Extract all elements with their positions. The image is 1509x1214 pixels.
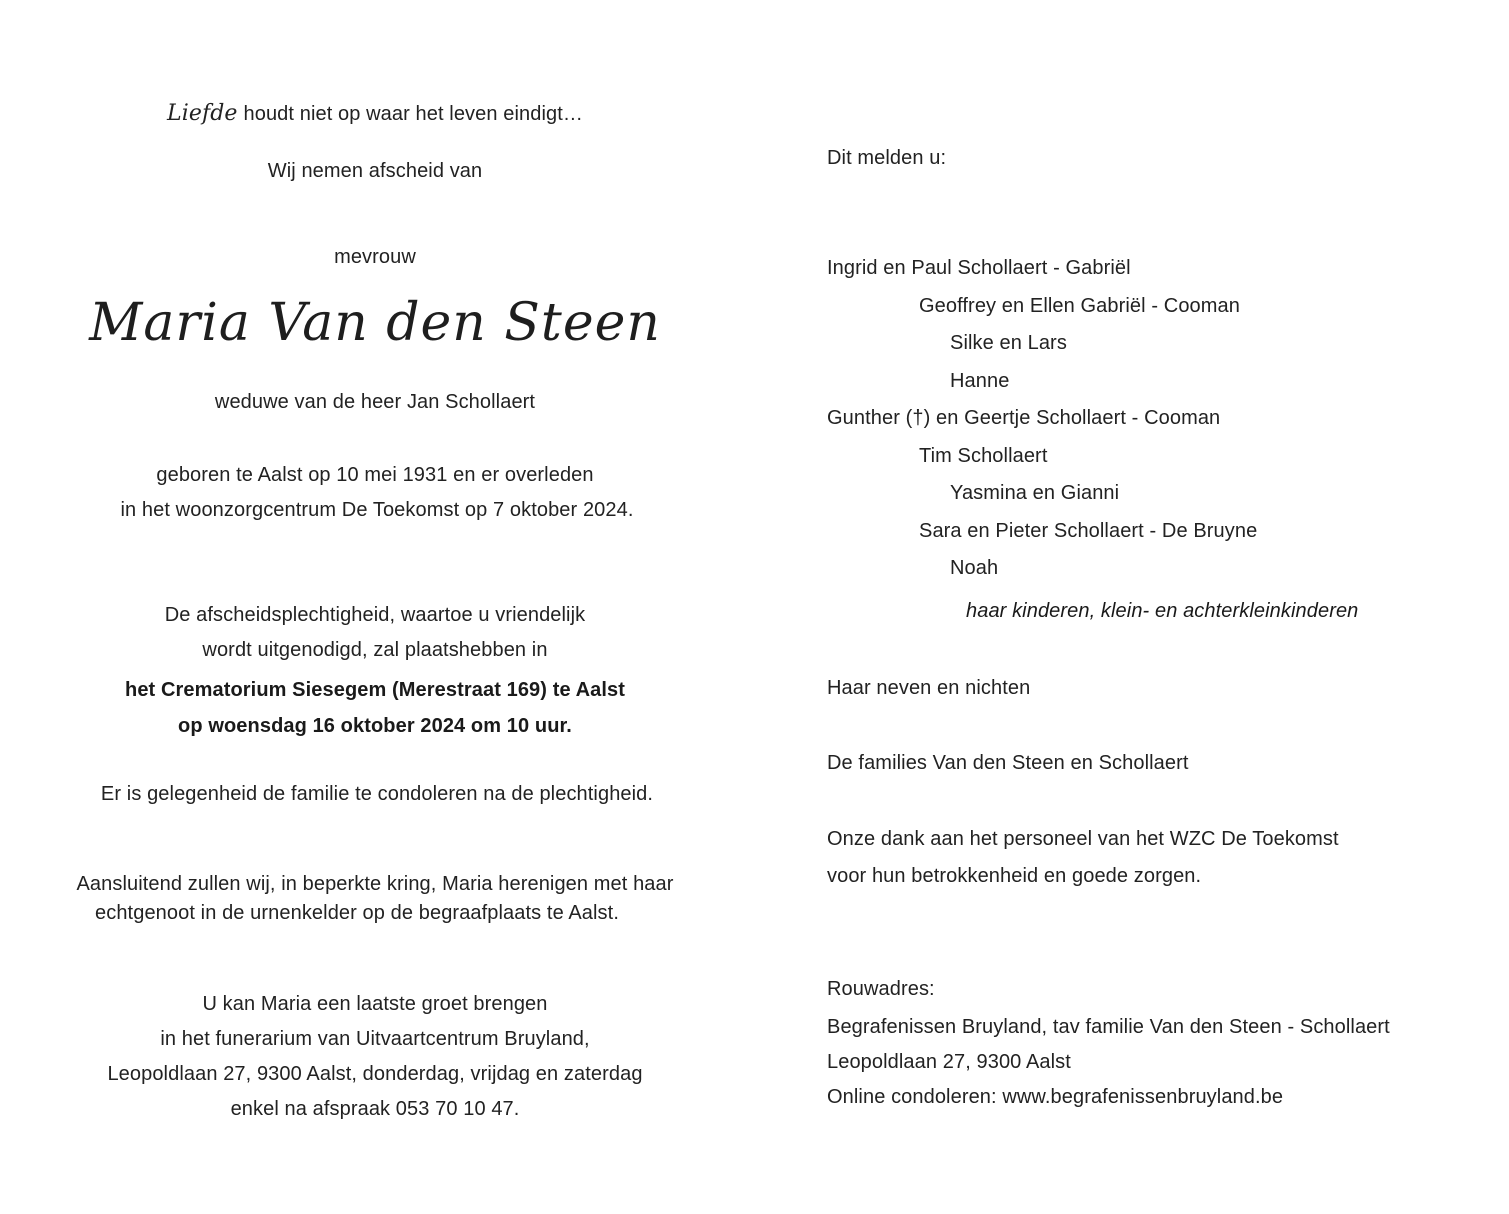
family-member: Yasmina en Gianni <box>950 482 1120 504</box>
born-line-1: geboren te Aalst op 10 mei 1931 en er overleden <box>156 464 594 486</box>
widow-text: weduwe van de heer Jan Schollaert <box>214 391 536 413</box>
family-member: Ingrid en Paul Schollaert - Gabriël <box>827 257 1131 279</box>
cousins-text: Haar neven en nichten <box>827 677 1031 699</box>
family-caption: haar kinderen, klein- en achterkleinkinderen <box>966 600 1359 622</box>
visit-line-3: Leopoldlaan 27, 9300 Aalst, donderdag, vrijdag en zaterdag <box>107 1063 643 1085</box>
intro-text: Wij nemen afscheid van <box>267 160 483 182</box>
announce-text: Dit melden u: <box>827 147 947 169</box>
thanks-line-2: voor hun betrokkenheid en goede zorgen. <box>827 865 1202 887</box>
address-line-1: Begrafenissen Bruyland, tav familie Van den Steen - Schollaert <box>827 1016 1390 1038</box>
address-line-2: Leopoldlaan 27, 9300 Aalst <box>827 1051 1071 1073</box>
thanks-line-1: Onze dank aan het personeel van het WZC De Toekomst <box>827 828 1339 850</box>
address-label: Rouwadres: <box>827 978 935 1000</box>
opening-script-word: Liefde <box>167 101 238 126</box>
family-member: Silke en Lars <box>950 332 1067 354</box>
family-member: Tim Schollaert <box>919 445 1048 467</box>
family-member: Noah <box>950 557 999 579</box>
family-member: Sara en Pieter Schollaert - De Bruyne <box>919 520 1258 542</box>
ceremony-line-1: De afscheidsplechtigheid, waartoe u vriendelijk <box>164 604 586 626</box>
address-line-3: Online condoleren: www.begrafenissenbruyland.be <box>827 1086 1284 1108</box>
families-text: De families Van den Steen en Schollaert <box>827 752 1189 774</box>
condolence-text: Er is gelegenheid de familie te condoleren na de plechtigheid. <box>100 783 654 805</box>
family-member: Gunther (†) en Geertje Schollaert - Cooman <box>827 407 1221 429</box>
burial-line-1: Aansluitend zullen wij, in beperkte kring, Maria herenigen met haar <box>76 873 674 895</box>
family-member: Hanne <box>950 370 1010 392</box>
venue-line-2: op woensdag 16 oktober 2024 om 10 uur. <box>178 715 572 737</box>
deceased-name: Maria Van den Steen <box>89 293 661 353</box>
burial-line-2: echtgenoot in de urnenkelder op de begraafplaats te Aalst. <box>95 902 619 924</box>
title-mevrouw: mevrouw <box>334 246 416 268</box>
ceremony-line-2: wordt uitgenodigd, zal plaatshebben in <box>202 639 548 661</box>
opening-quote <box>167 101 583 126</box>
visit-line-2: in het funerarium van Uitvaartcentrum Bruyland, <box>160 1028 590 1050</box>
born-line-2: in het woonzorgcentrum De Toekomst op 7 oktober 2024. <box>120 499 634 521</box>
visit-line-1: U kan Maria een laatste groet brengen <box>202 993 548 1015</box>
venue-line-1: het Crematorium Siesegem (Merestraat 169) te Aalst <box>125 679 625 701</box>
opening-quote-text: houdt niet op waar het leven eindigt… <box>243 103 583 125</box>
visit-line-4: enkel na afspraak 053 70 10 47. <box>230 1098 520 1120</box>
family-member: Geoffrey en Ellen Gabriël - Cooman <box>919 295 1240 317</box>
